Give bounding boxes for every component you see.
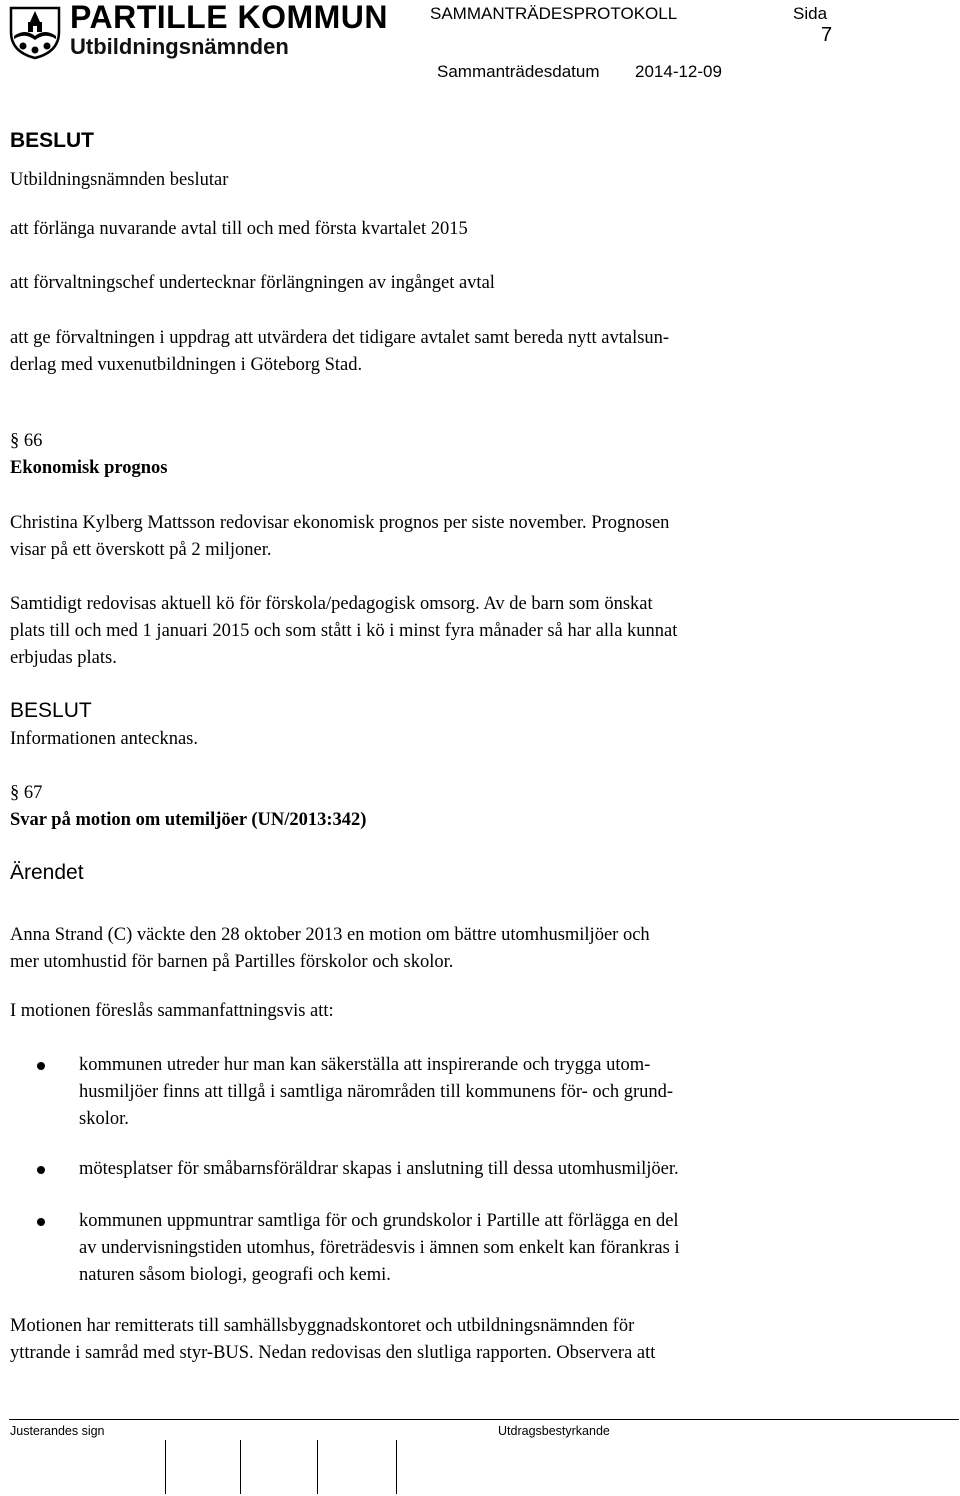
paragraph-line: Christina Kylberg Mattsson redovisar ekonomisk prognos per siste november. Prognosen — [10, 513, 670, 533]
paragraph-line: Anna Strand (C) väckte den 28 oktober 2013 en motion om bättre utomhusmiljöer och — [10, 925, 650, 945]
decision-item-line: att ge förvaltningen i uppdrag att utvärdera det tidigare avtalet samt bereda nytt avtalsun- — [10, 328, 670, 348]
municipality-coat-of-arms-logo — [8, 2, 62, 60]
section-number: § 67 — [10, 783, 43, 803]
decision-item: att förlänga nuvarande avtal till och med första kvartalet 2015 — [10, 219, 468, 239]
decision-text: Informationen antecknas. — [10, 729, 199, 749]
decision-heading: BESLUT — [10, 699, 92, 722]
subheading: Ärendet — [10, 861, 84, 884]
paragraph: I motionen föreslås sammanfattningsvis att: — [10, 1001, 334, 1021]
footer-divider — [9, 1419, 959, 1420]
signature-box-divider — [396, 1440, 397, 1494]
bullet-line: husmiljöer finns att tillgå i samtliga närområden till kommunens för- och grund- — [79, 1082, 674, 1102]
paragraph-line: yttrande i samråd med styr-BUS. Nedan redovisas den slutliga rapporten. Observera att — [10, 1343, 656, 1363]
utdragsbestyrkande-label: Utdragsbestyrkande — [498, 1424, 610, 1438]
page-number: 7 — [821, 24, 833, 46]
signature-box-divider — [317, 1440, 318, 1494]
organization-name: PARTILLE KOMMUN — [70, 0, 388, 35]
signature-box-divider — [240, 1440, 241, 1494]
decision-heading: BESLUT — [10, 129, 94, 152]
document-type: SAMMANTRÄDESPROTOKOLL — [430, 4, 678, 23]
paragraph-line: Samtidigt redovisas aktuell kö för förskola/pedagogisk omsorg. Av de barn som önskat — [10, 594, 653, 614]
decision-intro: Utbildningsnämnden beslutar — [10, 170, 229, 190]
bullet-icon — [37, 1218, 45, 1226]
paragraph-line: visar på ett överskott på 2 miljoner. — [10, 540, 272, 560]
bullet-line: skolor. — [79, 1109, 129, 1129]
bullet-line: kommunen utreder hur man kan säkerställa att inspirerande och trygga utom- — [79, 1055, 651, 1075]
paragraph-line: erbjudas plats. — [10, 648, 117, 668]
paragraph-line: plats till och med 1 januari 2015 och som stått i kö i minst fyra månader så har alla kunnat — [10, 621, 678, 641]
meeting-date-label: Sammanträdesdatum — [437, 62, 600, 81]
paragraph-line: Motionen har remitterats till samhällsbyggnadskontoret och utbildningsnämnden för — [10, 1316, 635, 1336]
signature-box-divider — [165, 1440, 166, 1494]
bullet-line: mötesplatser för småbarnsföräldrar skapas i anslutning till dessa utomhusmiljöer. — [79, 1159, 679, 1179]
decision-item-line: derlag med vuxenutbildningen i Göteborg Stad. — [10, 355, 363, 375]
section-title: Svar på motion om utemiljöer (UN/2013:342) — [10, 810, 367, 830]
paragraph-line: mer utomhustid för barnen på Partilles förskolor och skolor. — [10, 952, 454, 972]
bullet-icon — [37, 1062, 45, 1070]
section-title: Ekonomisk prognos — [10, 458, 168, 478]
bullet-icon — [37, 1166, 45, 1174]
justerandes-sign-label: Justerandes sign — [10, 1424, 105, 1438]
organization-subtitle: Utbildningsnämnden — [70, 34, 289, 59]
section-number: § 66 — [10, 431, 43, 451]
decision-item: att förvaltningschef undertecknar förlängningen av ingånget avtal — [10, 273, 495, 293]
bullet-line: kommunen uppmuntrar samtliga för och grundskolor i Partille att förlägga en del — [79, 1211, 679, 1231]
bullet-line: av undervisningstiden utomhus, företrädesvis i ämnen som enkelt kan förankras i — [79, 1238, 680, 1258]
page-label: Sida — [793, 4, 828, 23]
bullet-line: naturen såsom biologi, geografi och kemi. — [79, 1265, 391, 1285]
meeting-date-value: 2014-12-09 — [635, 62, 722, 81]
